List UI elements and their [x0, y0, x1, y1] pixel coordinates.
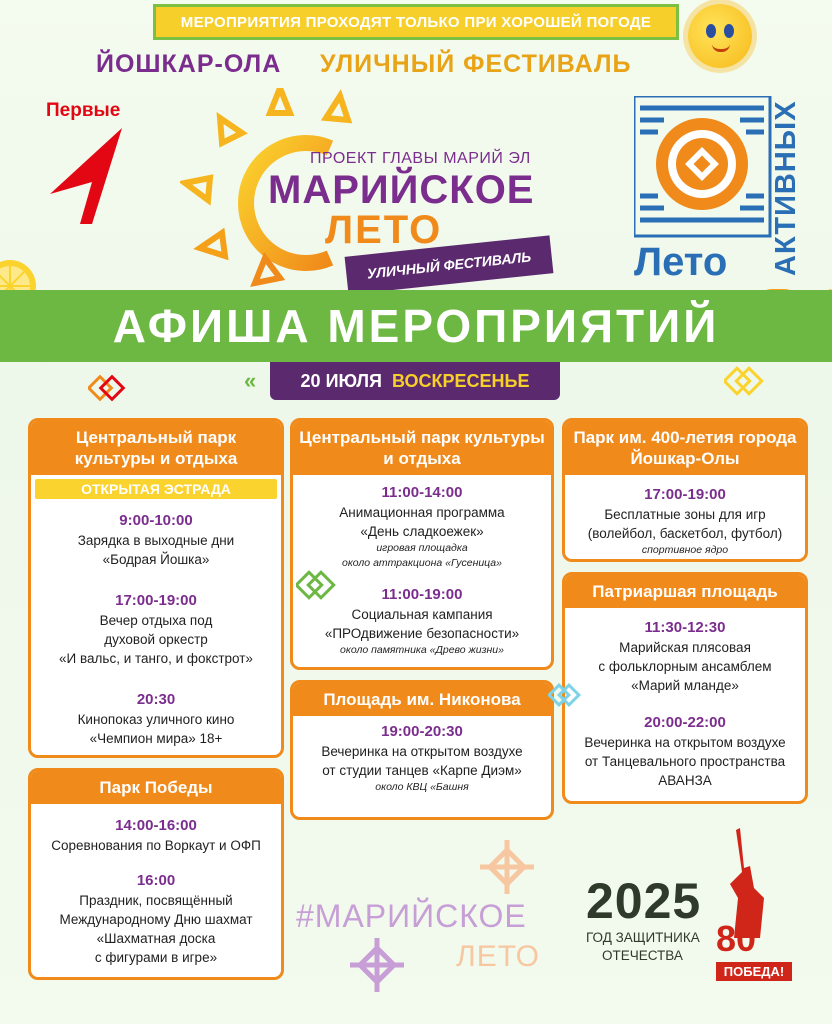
event-time: 9:00-10:00 [119, 512, 193, 529]
diamond-decor-icon [548, 682, 584, 712]
event-line: АВАНЗА [658, 773, 712, 788]
event-line: «Шахматная доска [96, 931, 216, 946]
hashtag-leto: ЛЕТО [456, 940, 541, 973]
sun-mascot-icon [688, 4, 752, 68]
year-2025: 2025 [586, 873, 702, 929]
event-note: около памятника «Древо жизни» [340, 644, 504, 656]
event-line: с фольклорным ансамблем [598, 659, 772, 674]
event-line: «День сладкоежек» [360, 524, 484, 539]
event-line: Бесплатные зоны для игр [604, 507, 766, 522]
event-item [37, 816, 275, 855]
event-line: Марийская плясовая [619, 640, 751, 655]
event-line: Анимационная программа [339, 505, 505, 520]
year-caption-line1: ГОД ЗАЩИТНИКА [586, 930, 700, 945]
leto-word: Лето [634, 240, 728, 284]
card-ploshchad-nikonova [290, 680, 554, 820]
event-time: 17:00-19:00 [644, 486, 726, 503]
event-line: Вечеринка на открытом воздухе [584, 735, 786, 750]
event-line: (волейбол, баскетбол, футбол) [587, 526, 783, 541]
event-note: около аттракциона «Гусеница» [341, 557, 502, 569]
event-line: Вечер отдыха под [99, 613, 213, 628]
weather-notice: МЕРОПРИЯТИЯ ПРОХОДЯТ ТОЛЬКО ПРИ ХОРОШЕЙ ПОГОДЕ [153, 4, 679, 40]
afisha-band [0, 290, 832, 362]
date-day: 20 ИЮЛЯ [300, 370, 382, 391]
mari-ornament-icon [348, 936, 406, 994]
card-title: Парк Победы [31, 771, 281, 804]
event-line: Социальная кампания [351, 607, 493, 622]
event-line: Соревнования по Воркаут и ОФП [51, 838, 261, 853]
card-central-park-left [28, 418, 284, 758]
event-line: с фигурами в игре» [94, 950, 218, 965]
diamond-decor-icon [724, 364, 764, 398]
event-line: Кинопоказ уличного кино [77, 712, 235, 727]
city-name: ЙОШКАР-ОЛА [96, 50, 282, 78]
event-time: 11:00-19:00 [381, 586, 463, 603]
chevron-left-icon: « [244, 368, 257, 393]
event-line: Международному Дню шахмат [59, 912, 253, 927]
event-time: 11:00-14:00 [381, 484, 463, 501]
logo-title-line1: МАРИЙСКОЕ [268, 168, 535, 212]
event-item [37, 511, 275, 569]
card-title: Парк им. 400-летия города Йошкар-Олы [565, 421, 805, 475]
mari-ornament-icon [478, 838, 536, 896]
event-line: от студии танцев «Карпе Диэм» [322, 763, 522, 778]
festival-name: УЛИЧНЫЙ ФЕСТИВАЛЬ [320, 50, 632, 78]
logo-subtitle: ПРОЕКТ ГЛАВЫ МАРИЙ ЭЛ [310, 150, 531, 167]
card-central-park-mid [290, 418, 554, 670]
event-item [571, 618, 799, 695]
event-note: около КВЦ «Башня [375, 781, 469, 793]
card-title: Патриаршая площадь [565, 575, 805, 608]
pervye-label: Первые [46, 100, 121, 121]
pobeda-80: 80 [716, 918, 757, 959]
event-line: «И вальс, и танго, и фокстрот» [59, 651, 253, 666]
event-time: 20:00-22:00 [644, 714, 726, 731]
event-item [37, 690, 275, 748]
date-weekday: ВОСКРЕСЕНЬЕ [391, 370, 530, 391]
event-item [299, 722, 545, 795]
event-line: Зарядка в выходные дни [77, 533, 235, 548]
event-item [37, 871, 275, 967]
event-line: духовой оркестр [104, 632, 208, 647]
event-line: от Танцевального пространства [584, 754, 786, 769]
diamond-decor-icon [296, 570, 336, 602]
card-title: Центральный парк культуры и отдыха [31, 421, 281, 475]
logo-title-line2: ЛЕТО [325, 208, 443, 252]
event-note: игровая площадка [376, 542, 468, 554]
pobeda-word: ПОБЕДА! [716, 962, 792, 981]
event-line: «Марий мланде» [631, 678, 739, 693]
event-time: 11:30-12:30 [644, 619, 726, 636]
card-subtitle: ОТКРЫТАЯ ЭСТРАДА [35, 479, 277, 499]
event-time: 17:00-19:00 [115, 592, 197, 609]
event-time: 19:00-20:30 [381, 723, 463, 740]
event-line: «ПРОдвижение безопасности» [324, 626, 520, 641]
date-pill [270, 362, 560, 400]
event-line: Вечеринка на открытом воздухе [321, 744, 523, 759]
card-patriarshaya [562, 572, 808, 804]
event-item [37, 591, 275, 668]
aktivnyh-word: АКТИВНЫХ [770, 100, 802, 276]
event-time: 14:00-16:00 [115, 817, 197, 834]
afisha-title: АФИША МЕРОПРИЯТИЙ [112, 300, 720, 352]
event-line: «Бодрая Йошка» [102, 552, 210, 567]
event-line: «Чемпион мира» 18+ [89, 731, 223, 746]
event-item [571, 713, 799, 790]
card-park-400 [562, 418, 808, 562]
card-park-pobedy [28, 768, 284, 980]
street-festival-ribbon: УЛИЧНЫЙ ФЕСТИВАЛЬ [345, 235, 554, 294]
year-caption-line2: ОТЕЧЕСТВА [602, 948, 683, 963]
event-line: Праздник, посвящённый [79, 893, 233, 908]
hashtag-marijskoe: #МАРИЙСКОЕ [296, 898, 527, 934]
pervye-logo-icon [50, 128, 126, 224]
card-title: Площадь им. Никонова [293, 683, 551, 716]
diamond-decor-icon [88, 374, 128, 404]
event-time: 20:30 [136, 691, 176, 708]
event-time: 16:00 [136, 872, 176, 889]
event-item [299, 483, 545, 571]
card-title: Центральный парк культуры и отдыха [293, 421, 551, 475]
event-item [571, 485, 799, 558]
event-note: спортивное ядро [641, 544, 729, 556]
